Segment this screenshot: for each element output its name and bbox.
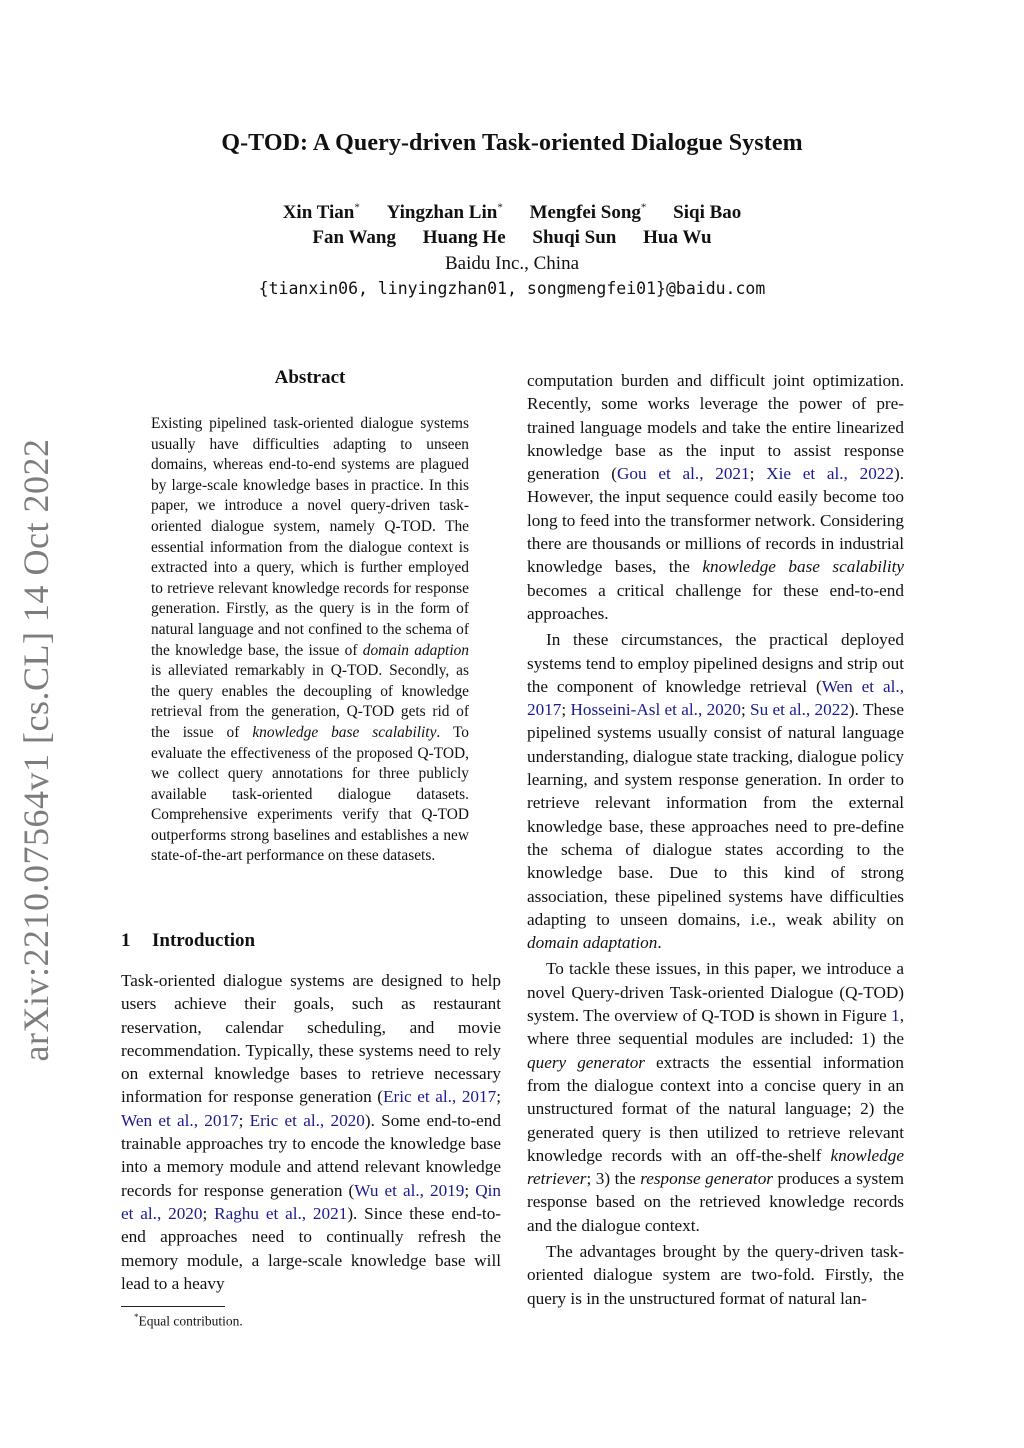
abstract-heading: Abstract xyxy=(274,367,346,388)
author-name: Siqi Bao xyxy=(673,202,742,223)
paragraph: In these circumstances, the practical deployed systems tend to employ pipelined designs and strip out the component of knowledge retrieval (Wen et al., 2017; Hosseini-Asl et al., 2020; Su et al., 2022). These pipelined systems usually consist of natural language understanding, dialogue state tracking, dialogue policy learning, and system response generation. In order to retrieve relevant information from the external knowledge base, these approaches need to pre-define the schema of dialogue states according to the knowledge base. Due to this kind of strong association, these pipelined systems have difficulties adapting to unseen domains, i.e., weak ability on domain adaptation. xyxy=(527,630,904,953)
citation-link[interactable]: Gou et al., 2021 xyxy=(617,464,750,484)
figure-reference-link[interactable]: 1 xyxy=(891,1006,900,1026)
author-row-1 xyxy=(0,200,1024,225)
paragraph: The advantages brought by the query-driven task-oriented dialogue system are two-fold. Firstly, the query is in the unstructured format of natural lan- xyxy=(527,1241,904,1308)
affiliation: Baidu Inc., China xyxy=(444,253,580,274)
footnote xyxy=(134,1312,243,1330)
paragraph: To tackle these issues, in this paper, we introduce a novel Query-driven Task-oriented Dialogue (Q-TOD) system. The overview of Q-TOD is shown in Figure 1, where three sequential modules are included: 1) the query generator extracts the essential information from the dialogue context into a concise query in an unstructured format of the natural language; 2) the generated query is then utilized to retrieve relevant knowledge records with an off-the-shelf knowledge retriever; 3) the response generator produces a system response based on the retrieved knowledge records and the dialogue context. xyxy=(527,959,904,1235)
section-title: Introduction xyxy=(152,930,256,951)
author-emails: {tianxin06, linyingzhan01, songmengfei01}@baidu.com xyxy=(258,279,766,298)
footnote-text: Equal contribution. xyxy=(138,1313,243,1329)
equal-contribution-mark: * xyxy=(497,201,503,214)
author-row-2 xyxy=(0,225,1024,250)
emphasis: knowledge retriever xyxy=(527,1145,904,1189)
citation-link[interactable]: Eric et al., 2017 xyxy=(383,1087,497,1107)
citation-link[interactable]: Raghu et al., 2021 xyxy=(214,1203,348,1223)
emphasis: domain adaptation xyxy=(527,933,658,953)
citation-link[interactable]: Wu et al., 2019 xyxy=(354,1180,465,1200)
author-name: Mengfei Song xyxy=(529,202,641,223)
footnote-rule xyxy=(121,1306,225,1307)
citation-link[interactable]: Su et al., 2022 xyxy=(750,700,849,720)
citation-link[interactable]: Hosseini-Asl et al., 2020 xyxy=(570,700,741,720)
section-heading-introduction xyxy=(121,930,255,952)
paragraph: Task-oriented dialogue systems are designed to help users achieve their goals, such as restaurant reservation, calendar scheduling, and movie recommendation. Typically, these systems need to rely on external knowledge bases to retrieve necessary information for response generation (Eric et al., 2017; Wen et al., 2017; Eric et al., 2020). Some end-to-end trainable approaches try to encode the knowledge base into a memory module and attend relevant knowledge records for response generation (Wu et al., 2019; Qin et al., 2020; Raghu et al., 2021). Since these end-to-end approaches need to continually refresh the memory module, a large-scale knowledge base will lead to a heavy xyxy=(121,971,502,1293)
paragraph: computation burden and difficult joint optimization. Recently, some works leverage the power of pre-trained language models and take the entire linearized knowledge base as the input to assist response generation (Gou et al., 2021; Xie et al., 2022). However, the input sequence could easily become too long to feed into the transformer network. Considering there are thousands or millions of records in industrial knowledge bases, the knowledge base scalability becomes a critical challenge for these end-to-end approaches. xyxy=(527,371,905,623)
equal-contribution-mark: * xyxy=(354,201,360,214)
citation-link[interactable]: Wen et al., 2017 xyxy=(121,1110,239,1130)
paper-title: Q-TOD: A Query-driven Task-oriented Dialogue System xyxy=(221,130,803,156)
author-name: Xin Tian xyxy=(282,202,355,223)
introduction-left-column xyxy=(121,969,501,1298)
footnote-mark: * xyxy=(134,1312,139,1322)
emphasis: domain adaption xyxy=(362,641,469,659)
author-name: Huang He xyxy=(422,227,506,248)
emphasis: response generator xyxy=(640,1169,773,1189)
arxiv-identifier: arXiv:2210.07564v1 [cs.CL] 14 Oct 2022 xyxy=(16,438,56,1062)
citation-link[interactable]: Xie et al., 2022 xyxy=(766,464,894,484)
emphasis: query generator xyxy=(527,1052,645,1072)
citation-link[interactable]: Wen et al., 2017 xyxy=(527,676,904,720)
citation-link[interactable]: Eric et al., 2020 xyxy=(249,1110,365,1130)
introduction-right-column xyxy=(527,369,904,1313)
author-name: Yingzhan Lin xyxy=(386,202,498,223)
citation-link[interactable]: Qin et al., 2020 xyxy=(121,1180,501,1223)
arxiv-sidebar xyxy=(8,438,68,1062)
author-block xyxy=(0,200,1024,301)
author-name: Hua Wu xyxy=(643,227,712,248)
abstract-body: Existing pipelined task-oriented dialogue systems usually have difficulties adapting to unseen domains, whereas end-to-end systems are plagued by large-scale knowledge bases in practice. In this paper, we introduce a novel query-driven task-oriented dialogue system, namely Q-TOD. The essential information from the dialogue context is extracted into a query, which is further employed to retrieve relevant knowledge records for response generation. Firstly, as the query is in the form of natural language and not confined to the schema of the knowledge base, the issue of domain adaption is alleviated remarkably in Q-TOD. Secondly, as the query enables the decoupling of knowledge retrieval from the generation, Q-TOD gets rid of the issue of knowledge base scalability. To evaluate the effectiveness of the proposed Q-TOD, we collect query annotations for three publicly available task-oriented dialogue datasets. Comprehensive experiments verify that Q-TOD outperforms strong baselines and establishes a new state-of-the-art performance on these datasets. xyxy=(151,415,469,865)
author-name: Shuqi Sun xyxy=(532,227,617,248)
author-name: Fan Wang xyxy=(312,227,396,248)
emphasis: knowledge base scalability xyxy=(702,557,905,577)
section-number: 1 xyxy=(121,930,131,951)
emphasis: knowledge base scalability xyxy=(252,723,437,741)
equal-contribution-mark: * xyxy=(640,201,647,214)
